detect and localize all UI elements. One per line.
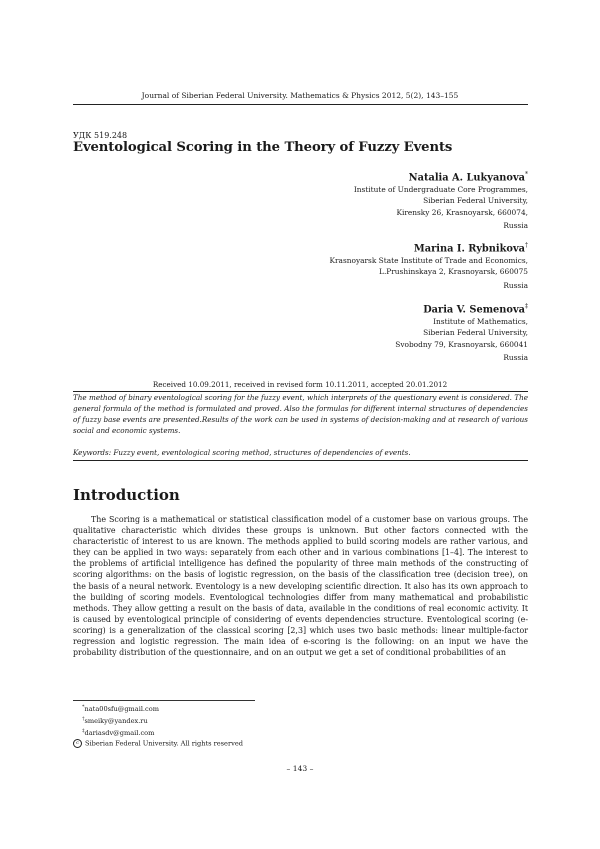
- author-block-1: [354, 168, 528, 231]
- paper-title: Eventological Scoring in the Theory of Fuzzy Events: [73, 140, 453, 155]
- journal-header: Journal of Siberian Federal University. Mathematics & Physics 2012, 5(2), 143–155: [141, 91, 459, 100]
- copyright-icon: c: [73, 739, 82, 748]
- footnote: *nata00sfu@gmail.com: [82, 704, 159, 714]
- author-name: Natalia A. Lukyanova*: [408, 171, 528, 184]
- footnote: ‡dariasdv@gmail.com: [82, 727, 155, 737]
- footnotes: [73, 703, 243, 749]
- abstract: The method of binary eventological scoring for the fuzzy event, which interprets of the questionary event is considered. The general formula of the method is formulated and proved. Also the formulas for different internal structures of dependencies of fuzzy base events are presented.Results of the work can be used in systems of decision-making and at research of various social and economic systems.: [73, 393, 528, 435]
- header-rule: [73, 104, 528, 105]
- footnote: †smeiky@yandex.ru: [82, 715, 148, 726]
- udk-code: УДК 519.248: [73, 131, 128, 140]
- section-title: Introduction: [73, 486, 180, 504]
- keywords: Keywords: Fuzzy event, eventological scoring method, structures of dependencies of events.: [73, 448, 411, 457]
- footnote-rule: [73, 700, 255, 701]
- author-name: Marina I. Rybnikova†: [413, 242, 528, 255]
- copyright-line: c Siberian Federal University. All rights reserved: [73, 739, 243, 749]
- author-affiliation: Institute of Mathematics, Siberian Federal University, Svobodny 79, Krasnoyarsk, 660041 Russia: [395, 317, 528, 362]
- abstract-bottom-rule: [73, 460, 528, 461]
- author-affiliation: Krasnoyarsk State Institute of Trade and Economics, L.Prushinskaya 2, Krasnoyarsk, 660075 Russia: [329, 256, 528, 290]
- author-block-2: [329, 239, 528, 291]
- author-affiliation: Institute of Undergraduate Core Programmes, Siberian Federal University, Kirensky 26, Krasnoyarsk, 660074, Russia: [353, 185, 528, 230]
- author-name: Daria V. Semenova‡: [423, 303, 528, 316]
- author-block-3: [395, 300, 528, 363]
- body-paragraph: The Scoring is a mathematical or statistical classification model of a customer base on various groups. The qualitative characteristic which divides these groups is unknown. But other factors connected with the characteristic of interest to us are known. The methods applied to build scoring models are rather various, and they can be applied in two ways: separately from each other and in various combinations [1–4]. The interest to the problems of artificial intelligence has defined the popularity of three main methods of the constructing of scoring algorithms: on the basis of logistic regression, on the basis of the classification tree (decision tree), on the basis of a neural network. Eventology is a new developing scientific direction. It also has its own approach to the building of scoring models. Eventological technologies differ from many mathematical and probabilistic methods. They allow getting a result on the basis of data, available in the conditions of real economic activity. It is caused by eventological principle of considering of events dependencies structure. Eventological scoring (e-scoring) is a generalization of the classical scoring [2,3] which uses two basic methods: linear multiple-factor regression and logistic regression. The main idea of e-scoring is the following: on an input we have the probability distribution of the questionnaire, and on an output we get a set of conditional probabilities of an: [73, 515, 528, 658]
- received-dates: Received 10.09.2011, received in revised form 10.11.2011, accepted 20.01.2012: [152, 380, 448, 389]
- page-number: – 143 –: [286, 764, 314, 773]
